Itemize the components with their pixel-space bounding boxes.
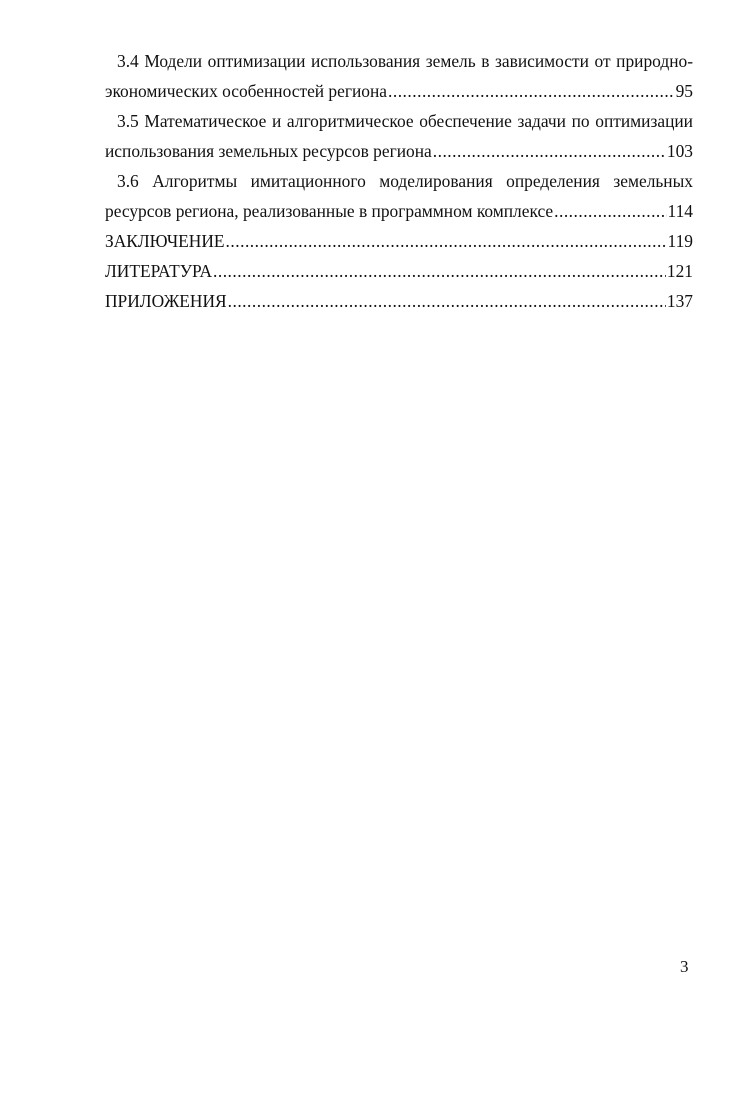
toc-entry-3-6[interactable] [105, 166, 693, 226]
toc-entry-title: ЛИТЕРАТУРА [105, 261, 213, 281]
toc-page-number: 137 [666, 291, 693, 311]
toc-entry-title-line: 3.5 Математическое и алгоритмическое обеспечение задачи по оптимизации [117, 111, 693, 131]
toc-page-number: 114 [667, 201, 693, 221]
toc-page-number: 119 [667, 231, 693, 251]
toc-entry-title-continuation: использования земельных ресурсов региона [105, 141, 432, 161]
toc-entry-line [105, 286, 693, 316]
toc-entry-title: ЗАКЛЮЧЕНИЕ [105, 231, 225, 251]
toc-entry-title-line: 3.6 Алгоритмы имитационного моделирования определения земельных [117, 171, 693, 191]
dot-leader [213, 256, 666, 286]
toc-page-number: 121 [666, 261, 693, 281]
toc-entry-title-line: 3.4 Модели оптимизации использования земель в зависимости от природно- [117, 51, 693, 71]
dot-leader [554, 196, 666, 226]
toc-entry-literature[interactable] [105, 256, 693, 286]
toc-entry-line [105, 76, 693, 106]
table-of-contents [105, 46, 693, 316]
toc-entry-line [105, 226, 693, 256]
toc-page-number: 103 [666, 141, 693, 161]
toc-entry-line [105, 196, 693, 226]
toc-entry-title: ПРИЛОЖЕНИЯ [105, 291, 227, 311]
toc-entry-3-4[interactable] [105, 46, 693, 106]
dot-leader [226, 226, 667, 256]
toc-entry-3-5[interactable] [105, 106, 693, 166]
dot-leader [433, 136, 666, 166]
toc-entry-line [105, 256, 693, 286]
toc-page-number: 95 [675, 81, 693, 101]
dot-leader [228, 286, 666, 316]
toc-entry-appendices[interactable] [105, 286, 693, 316]
page-number: 3 [680, 957, 689, 976]
dot-leader [388, 76, 675, 106]
toc-entry-line [105, 136, 693, 166]
toc-entry-title-continuation: экономических особенностей региона [105, 81, 388, 101]
toc-entry-conclusion[interactable] [105, 226, 693, 256]
toc-entry-title-continuation: ресурсов региона, реализованные в программном комплексе [105, 201, 554, 221]
